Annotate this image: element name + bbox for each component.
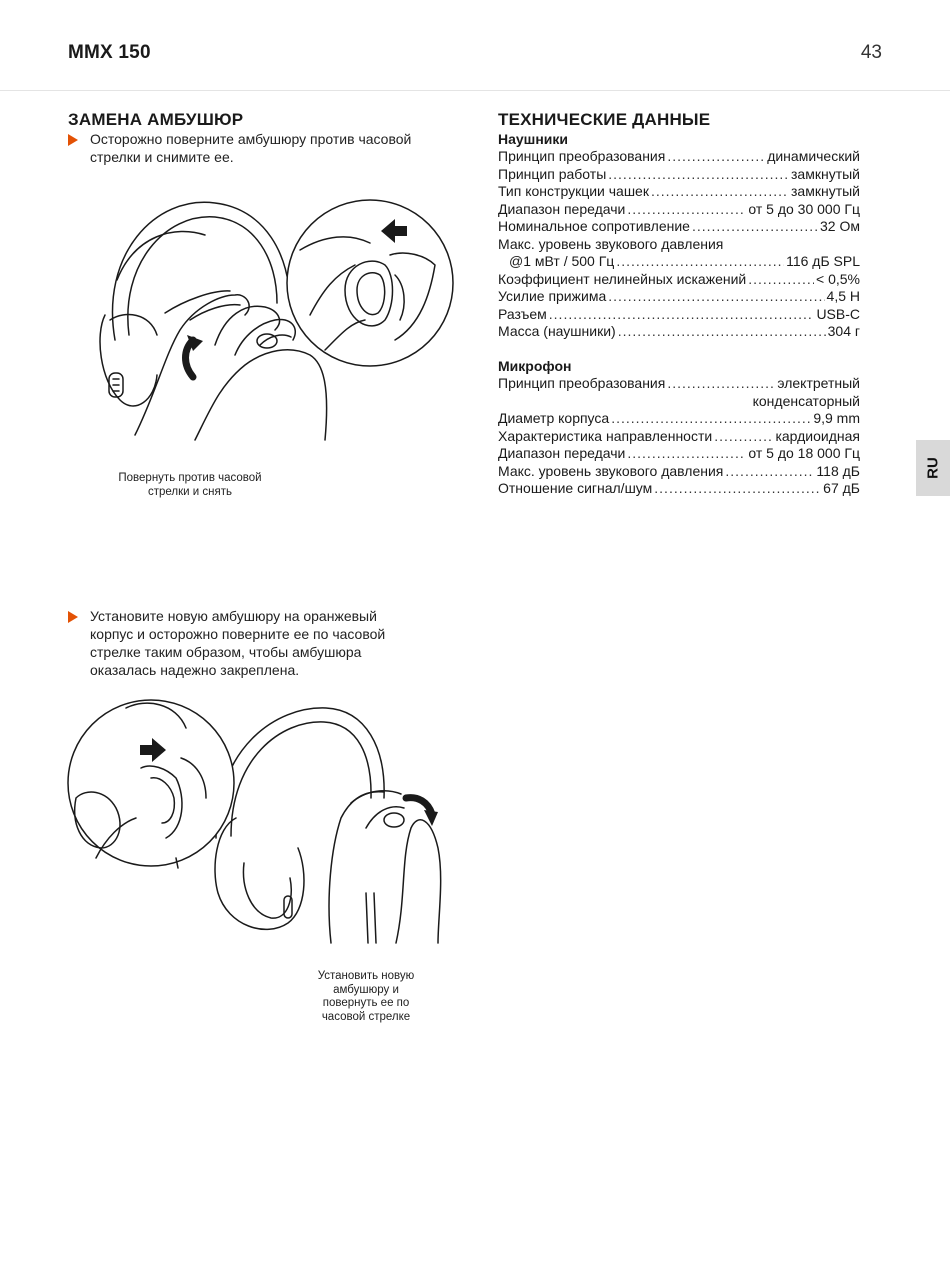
- instruction-line: Осторожно поверните амбушюру против часовой: [90, 131, 412, 147]
- headphones-spec-table: [498, 131, 860, 341]
- spec-value: динамический: [767, 148, 860, 164]
- spec-label: Диапазон передачи: [498, 200, 626, 217]
- spec-value: < 0,5%: [816, 270, 860, 287]
- leader-dots: [654, 480, 821, 498]
- microphone-spec-table: [498, 358, 860, 498]
- leader-dots: [667, 148, 765, 166]
- header-divider: [0, 90, 950, 91]
- spec-value: USB-C: [816, 305, 860, 322]
- spec-label: Принцип преобразования: [498, 375, 666, 391]
- spec-value: конденсаторный: [752, 392, 860, 409]
- spec-label: Диапазон передачи: [498, 445, 626, 461]
- instruction-line: Установите новую амбушюру на оранжевый: [90, 608, 377, 624]
- spec-row: [498, 306, 860, 324]
- caption-line: повернуть ее по: [322, 997, 410, 1009]
- leader-dots: [616, 253, 784, 271]
- page-number: 43: [860, 42, 882, 63]
- leader-dots: [627, 201, 746, 219]
- leader-dots: [692, 218, 818, 236]
- spec-label: Диаметр корпуса: [498, 410, 610, 426]
- spec-value: 32 Ом: [820, 218, 860, 234]
- spec-row: [498, 253, 860, 271]
- spec-row: [498, 148, 860, 166]
- spec-row: [498, 183, 860, 201]
- spec-row: [498, 428, 860, 446]
- instruction-line: оказалась надежно закреплена.: [90, 662, 300, 678]
- spec-row: [498, 166, 860, 184]
- spec-value: от 5 до 30 000 Гц: [748, 200, 860, 217]
- technical-data-heading: ТЕХНИЧЕСКИЕ ДАННЫЕ: [498, 110, 711, 129]
- install-caption: [295, 970, 437, 1024]
- earpad-install-illustration: [66, 698, 446, 948]
- spec-label: Характеристика направленности: [498, 427, 713, 444]
- earpad-replacement-heading: ЗАМЕНА АМБУШЮР: [68, 110, 244, 129]
- spec-value: 4,5 Н: [826, 288, 860, 304]
- spec-value: 9,9 mm: [813, 410, 860, 426]
- headphones-subheading: Наушники: [498, 131, 569, 147]
- leader-dots: [651, 183, 789, 201]
- spec-row: [498, 236, 860, 254]
- spec-row: [498, 375, 860, 393]
- spec-label: @1 мВт / 500 Гц: [509, 253, 615, 269]
- document-title: MMX 150: [68, 42, 151, 63]
- spec-label: Коэффициент нелинейных искажений: [498, 270, 747, 287]
- leader-dots: [549, 306, 815, 324]
- leader-dots: [618, 323, 826, 341]
- leader-dots: [627, 445, 746, 463]
- spec-label: Номинальное сопротивление: [498, 218, 690, 234]
- headphone-drawing: [215, 708, 384, 943]
- language-tab: [916, 440, 950, 496]
- instruction-line: стрелке таким образом, чтобы амбушюра: [90, 644, 362, 660]
- spec-row: [498, 480, 860, 498]
- leader-dots: [667, 375, 775, 393]
- instruction-step-remove: [90, 130, 411, 166]
- caption-line: Повернуть против часовой: [118, 472, 262, 484]
- spec-row: [498, 393, 860, 411]
- leader-dots: [748, 271, 814, 289]
- spec-label: Тип конструкции чашек: [498, 183, 649, 199]
- instruction-line: корпус и осторожно поверните ее по часовой: [90, 626, 386, 642]
- spec-label: Принцип работы: [498, 165, 607, 182]
- rotate-clockwise-arrow-icon: [406, 798, 438, 826]
- bullet-arrow-icon: [68, 611, 78, 623]
- spec-label: Усилие прижима: [498, 288, 607, 304]
- caption-line: стрелки и снять: [148, 485, 232, 498]
- spec-value: кардиоидная: [775, 427, 860, 444]
- detail-zoom-circle: [287, 200, 453, 366]
- microphone-subheading: Микрофон: [498, 358, 572, 374]
- spec-label: Отношение сигнал/шум: [498, 480, 653, 496]
- leader-dots: [608, 166, 789, 184]
- spec-value: от 5 до 18 000 Гц: [748, 445, 860, 461]
- spec-row: [498, 288, 860, 306]
- spec-value: 116 дБ SPL: [786, 253, 860, 269]
- caption-line: Установить новую: [317, 970, 415, 982]
- spec-row: [498, 201, 860, 219]
- spec-value: 67 дБ: [823, 480, 860, 496]
- spec-label: Макс. уровень звукового давления: [498, 235, 724, 252]
- removal-caption: [100, 472, 280, 499]
- instruction-line: стрелки и снимите ее.: [90, 149, 234, 165]
- leader-dots: [714, 428, 773, 446]
- spec-row: [498, 218, 860, 236]
- spec-row: [498, 410, 860, 428]
- detail-zoom-circle: [68, 700, 234, 868]
- leader-dots: [608, 288, 824, 306]
- caption-line: часовой стрелке: [321, 1010, 411, 1023]
- spec-label: Принцип преобразования: [498, 148, 666, 164]
- language-tab-label: RU: [924, 457, 942, 479]
- leader-dots: [611, 410, 811, 428]
- caption-line: амбушюру и: [333, 983, 399, 996]
- spec-row: [498, 445, 860, 463]
- hands-drawing: [329, 791, 441, 943]
- leader-dots: [725, 463, 814, 481]
- spec-value: замкнутый: [791, 165, 860, 182]
- spec-value: 304 г: [827, 323, 860, 339]
- bullet-arrow-icon: [68, 134, 78, 146]
- spec-label: Масса (наушники): [498, 323, 616, 339]
- spec-value: электретный: [777, 375, 860, 391]
- spec-value: 118 дБ: [816, 462, 860, 479]
- spec-row: [498, 323, 860, 341]
- rotate-counterclockwise-arrow-icon: [186, 335, 204, 377]
- spec-label: Макс. уровень звукового давления: [498, 462, 724, 479]
- earpad-removal-illustration: [95, 195, 460, 440]
- spec-row: [498, 271, 860, 289]
- spec-row: [498, 463, 860, 481]
- spec-value: замкнутый: [791, 183, 860, 199]
- instruction-step-install: [90, 607, 385, 679]
- spec-label: Разъем: [498, 305, 547, 322]
